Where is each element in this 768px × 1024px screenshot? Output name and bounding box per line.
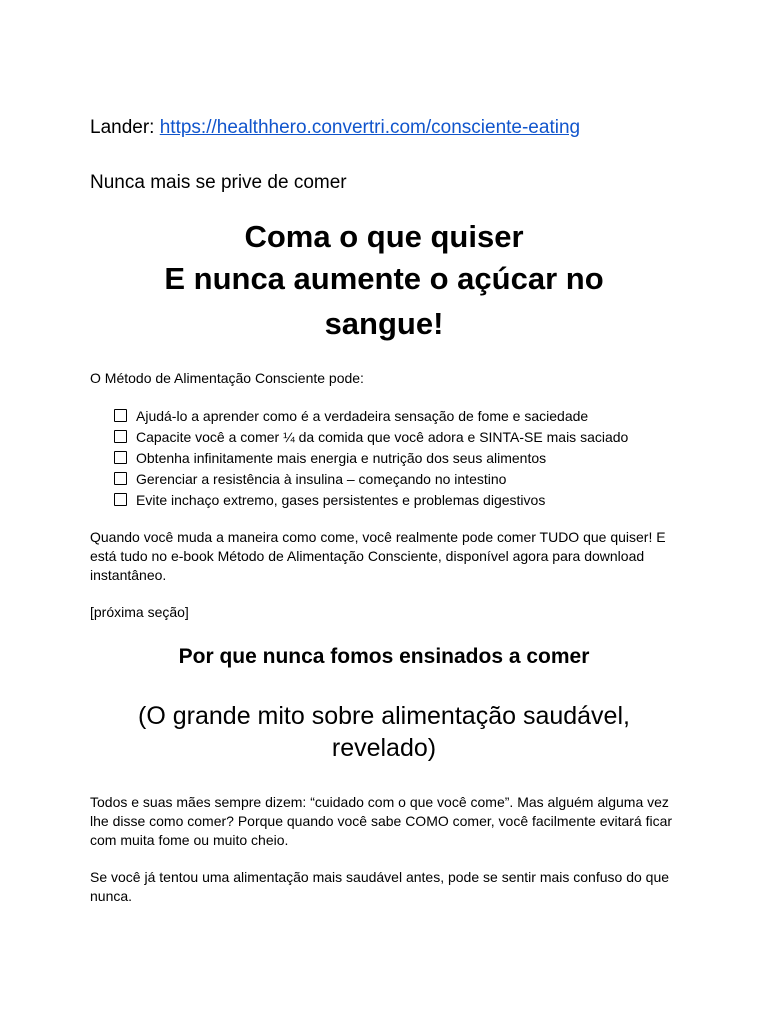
headline-line-2: E nunca aumente o açúcar no xyxy=(164,261,604,296)
checklist-item xyxy=(114,489,628,510)
checklist-item-text: Evite inchaço extremo, gases persistentes e problemas digestivos xyxy=(136,491,546,508)
intro-text: O Método de Alimentação Consciente pode: xyxy=(90,370,364,386)
checkbox-icon[interactable] xyxy=(114,430,127,443)
headline-line-3: sangue! xyxy=(324,306,444,341)
checklist-item-text: Obtenha infinitamente mais energia e nutrição dos seus alimentos xyxy=(136,449,547,466)
headline-line-1: Coma o que quiser xyxy=(244,219,524,254)
checklist-item-text: Ajudá-lo a aprender como é a verdadeira sensação de fome e saciedade xyxy=(136,407,589,424)
next-section-marker: [próxima seção] xyxy=(90,604,189,620)
section-title: Por que nunca fomos ensinados a comer xyxy=(178,645,590,668)
checkbox-icon[interactable] xyxy=(114,493,127,506)
checkbox-icon[interactable] xyxy=(114,451,127,464)
paragraph-how-to-eat: Todos e suas mães sempre dizem: “cuidado com o que você come”. Mas alguém alguma vez lhe disse como comer? Porque quando você sabe COMO comer, você facilmente evitará ficar com muita fome ou muito cheio. xyxy=(90,794,673,848)
lander-label: Lander: xyxy=(90,117,160,138)
section-subtitle: (O grande mito sobre alimentação saudável, revelado) xyxy=(138,702,630,762)
checklist-item xyxy=(114,447,628,468)
paragraph-confused: Se você já tentou uma alimentação mais saudável antes, pode se sentir mais confuso do que nunca. xyxy=(90,869,670,904)
lander-line xyxy=(90,116,580,140)
benefits-checklist xyxy=(114,405,628,510)
checklist-item xyxy=(114,468,628,489)
checkbox-icon[interactable] xyxy=(114,472,127,485)
checklist-item xyxy=(114,405,628,426)
paragraph-ebook: Quando você muda a maneira como come, você realmente pode comer TUDO que quiser! E está tudo no e-book Método de Alimentação Consciente, disponível agora para download instantâneo. xyxy=(90,529,666,583)
lander-link[interactable]: https://healthhero.convertri.com/consciente-eating xyxy=(159,117,581,138)
checkbox-icon[interactable] xyxy=(114,409,127,422)
checklist-item xyxy=(114,426,628,447)
checklist-item-text: Gerenciar a resistência à insulina – começando no intestino xyxy=(136,470,507,487)
checklist-item-text: Capacite você a comer ¼ da comida que você adora e SINTA-SE mais saciado xyxy=(136,428,629,445)
subtitle: Nunca mais se prive de comer xyxy=(90,172,347,193)
